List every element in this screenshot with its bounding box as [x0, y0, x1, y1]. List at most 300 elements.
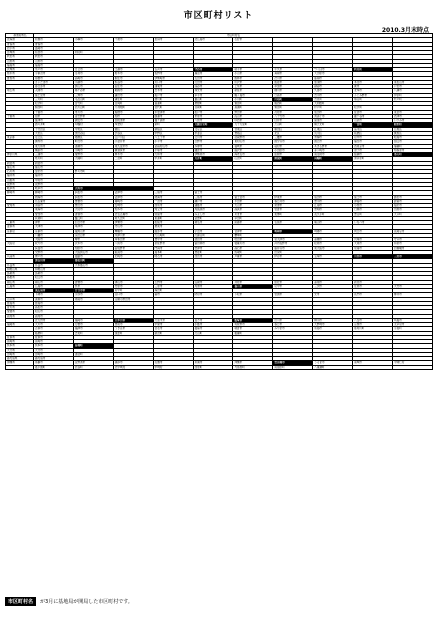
municipality-cell: 碧南市	[393, 199, 433, 203]
municipality-cell: 日野市	[193, 140, 233, 144]
municipality-cell: 富士市	[193, 191, 233, 195]
municipality-cell: 大利根町	[113, 106, 153, 110]
municipality-cell: 筑後市	[393, 318, 433, 322]
municipality-cell: 瑞穂町	[393, 144, 433, 148]
municipality-cell: 静岡市	[34, 191, 74, 195]
municipality-cell: 徳島市	[34, 301, 74, 305]
municipality-cell: 広島市	[34, 284, 74, 288]
municipality-cell: 東浦町	[153, 216, 193, 220]
municipality-cell: 弥富市	[153, 212, 193, 216]
municipality-cell: 鳩ケ谷市	[73, 89, 113, 93]
municipality-cell: 目黒区	[393, 127, 433, 131]
municipality-cell: 川口市	[153, 80, 193, 84]
municipality-cell: 芦屋市	[233, 255, 273, 259]
prefecture-cell: 愛媛県	[6, 310, 34, 314]
municipality-cell: あま市	[233, 212, 273, 216]
municipality-cell: うきは市	[113, 327, 153, 331]
municipality-cell: 清武町	[73, 352, 113, 356]
municipality-cell: 光市	[313, 293, 353, 297]
municipality-cell: 豊明市	[313, 208, 353, 212]
municipality-cell: 伊奈町	[393, 93, 433, 97]
municipality-cell: 松戸市	[193, 110, 233, 114]
municipality-cell: 宮代町	[73, 102, 113, 106]
municipality-cell: 三田市	[393, 255, 433, 259]
municipality-cell: 島本町	[153, 250, 193, 254]
municipality-cell: 上尾市	[233, 85, 273, 89]
municipality-cell: 久留米市	[153, 318, 193, 322]
municipality-cell: 桑名市	[193, 221, 233, 225]
prefecture-cell: 宮崎県	[6, 352, 34, 356]
municipality-cell: 名古屋市	[34, 199, 74, 203]
municipality-cell: 西宮市	[193, 255, 233, 259]
municipality-cell: 木津川市	[113, 233, 153, 237]
municipality-cell: 足利市	[73, 72, 113, 76]
municipality-cell: 守口市	[393, 238, 433, 242]
municipality-cell: 宝塚市	[313, 255, 353, 259]
municipality-cell: 湯河原町	[353, 157, 393, 161]
municipality-cell: 石狩市	[233, 38, 273, 42]
municipality-cell: 豊山町	[353, 212, 393, 216]
municipality-cell: 志免町	[73, 331, 113, 335]
municipality-cell: 日高市	[273, 93, 313, 97]
municipality-cell: 白岡町	[193, 106, 233, 110]
municipality-cell: 総社市	[273, 280, 313, 284]
municipality-cell: 廿日市市	[73, 289, 113, 293]
municipality-cell: 入間市	[34, 89, 74, 93]
municipality-cell: 鹿沼市	[193, 72, 233, 76]
municipality-cell: 八尾市	[113, 242, 153, 246]
municipality-cell: 新宿区	[153, 127, 193, 131]
municipality-cell: 富津市	[34, 119, 74, 123]
prefecture-cell: 兵庫県	[6, 255, 34, 259]
prefecture-cell: 山梨県	[6, 178, 34, 182]
municipality-cell: 豊島区	[233, 131, 273, 135]
municipality-cell: 宮代町	[153, 106, 193, 110]
municipality-cell: 本埜村	[113, 123, 153, 127]
municipality-cell: 糸島市	[313, 327, 353, 331]
municipality-cell: 国分寺市	[273, 140, 313, 144]
municipality-cell: 吉見町	[313, 97, 353, 101]
municipality-cell: 府中市	[353, 136, 393, 140]
municipality-cell: 大津市	[34, 225, 74, 229]
municipality-cell: 前橋市	[34, 76, 74, 80]
prefecture-cell: 茨城県	[6, 68, 34, 72]
municipality-cell: 柳川市	[313, 318, 353, 322]
municipality-cell: 印旛村	[73, 123, 113, 127]
municipality-cell: 新座市	[233, 89, 273, 93]
municipality-cell: 松阪市	[153, 221, 193, 225]
municipality-cell: 浦添市	[113, 361, 153, 365]
municipality-cell: 鹿児島市	[34, 357, 74, 361]
municipality-cell: ふじみ野市	[353, 93, 393, 97]
municipality-cell: 長野市	[34, 182, 74, 186]
municipality-cell: 三郷市	[73, 93, 113, 97]
municipality-cell: 沼津市	[113, 191, 153, 195]
municipality-cell: 鳩山町	[353, 97, 393, 101]
prefecture-cell: 大分県	[6, 348, 34, 352]
municipality-cell: 熱海市	[34, 195, 74, 199]
municipality-cell: 千歳市	[113, 38, 153, 42]
municipality-cell: 長崎市	[34, 340, 74, 344]
municipality-cell: 福山市	[233, 284, 273, 288]
municipality-cell: 三次市	[313, 284, 353, 288]
municipality-cell: 北本市	[353, 89, 393, 93]
prefecture-cell: 青森県	[6, 42, 34, 46]
prefecture-cell: 奈良県	[6, 263, 34, 267]
municipality-cell: 宗像市	[353, 323, 393, 327]
municipality-cell: 小川町	[233, 97, 273, 101]
municipality-cell: 犬山市	[233, 204, 273, 208]
municipality-cell: 箕面市	[34, 246, 74, 250]
municipality-cell: 朝倉市	[233, 327, 273, 331]
municipality-cell: 千葉市	[34, 110, 74, 114]
municipality-cell: 秋田市	[34, 55, 74, 59]
municipality-cell: 寝屋川市	[233, 242, 273, 246]
municipality-cell: 桐生市	[113, 76, 153, 80]
municipality-cell: 栄町	[153, 123, 193, 127]
municipality-cell: 青森市	[34, 42, 74, 46]
municipality-cell: 川越市	[73, 80, 113, 84]
municipality-cell: 小平市	[153, 140, 193, 144]
municipality-cell: 田原市	[393, 208, 433, 212]
municipality-cell: 旭市	[34, 114, 74, 118]
municipality-cell: 中城村	[153, 365, 193, 369]
municipality-cell: 精華町	[233, 233, 273, 237]
municipality-cell: 江東区	[313, 127, 353, 131]
municipality-cell: 宜野湾市	[73, 361, 113, 365]
municipality-cell: 名護市	[153, 361, 193, 365]
municipality-cell: 盛岡市	[34, 46, 74, 50]
municipality-cell: 富里市	[313, 119, 353, 123]
municipality-cell: 恵庭市	[153, 38, 193, 42]
municipality-cell: 伊勢崎市	[153, 76, 193, 80]
prefecture-cell: 秋田県	[6, 55, 34, 59]
municipality-cell: 町田市	[73, 140, 113, 144]
municipality-cell: 福岡市	[73, 318, 113, 322]
municipality-cell: 大東市	[353, 242, 393, 246]
municipality-cell: 東大和市	[34, 144, 74, 148]
municipality-cell: 松伏町	[353, 106, 393, 110]
municipality-cell: 八幡市	[34, 233, 74, 237]
municipality-cell: 大和郡山市	[73, 263, 113, 267]
municipality-cell: 三芳町	[34, 97, 74, 101]
municipality-cell: 春日井市	[273, 199, 313, 203]
municipality-cell: 尾道市	[193, 284, 233, 288]
municipality-cell: 東大阪市	[313, 246, 353, 250]
prefecture-cell: 福島県	[6, 63, 34, 67]
municipality-cell: 袖ケ浦市	[153, 119, 193, 123]
prefecture-cell: 長野県	[6, 182, 34, 186]
municipality-cell: 佐賀市	[34, 335, 74, 339]
municipality-cell: 宮津市	[233, 229, 273, 233]
municipality-cell: 井原市	[233, 280, 273, 284]
municipality-cell: 栗東市	[153, 225, 193, 229]
municipality-cell: 加須市	[313, 80, 353, 84]
prefecture-cell: 神奈川県	[6, 153, 34, 157]
prefecture-cell: 鹿児島県	[6, 357, 34, 361]
municipality-cell: 須恵町	[113, 331, 153, 335]
municipality-cell: 八王子市	[153, 136, 193, 140]
prefecture-cell: 広島県	[6, 284, 34, 288]
municipality-cell: 摂津市	[193, 246, 233, 250]
municipality-cell: 八潮市	[393, 89, 433, 93]
municipality-cell: 富士市	[353, 195, 393, 199]
municipality-cell: 羽村市	[273, 144, 313, 148]
municipality-cell: 飯能市	[273, 80, 313, 84]
municipality-cell: 知立市	[153, 208, 193, 212]
municipality-cell: 松江市	[34, 276, 74, 280]
municipality-cell: 伊丹市	[273, 255, 313, 259]
municipality-cell: 与那原町	[233, 365, 273, 369]
municipality-cell: 八重瀬町	[313, 365, 353, 369]
municipality-cell: 粕屋町	[233, 331, 273, 335]
municipality-cell: 熊取町	[233, 250, 273, 254]
municipality-cell: 阪南市	[113, 250, 153, 254]
municipality-cell: 田川市	[273, 318, 313, 322]
municipality-cell: 大田原市	[313, 72, 353, 76]
municipality-cell: 羽生市	[113, 85, 153, 89]
municipality-cell: 長門市	[353, 293, 393, 297]
municipality-cell: 北名古屋市	[113, 212, 153, 216]
municipality-cell: 那覇市	[34, 361, 74, 365]
municipality-cell: 刈谷市	[34, 204, 74, 208]
municipality-cell: 小金井市	[113, 140, 153, 144]
municipality-cell: 狭山市	[73, 85, 113, 89]
municipality-cell: 阿久比町	[113, 216, 153, 220]
municipality-cell: 京都市	[34, 229, 74, 233]
municipality-cell: 守山市	[113, 225, 153, 229]
legend-sample-box: 市区町村名	[5, 597, 36, 606]
municipality-cell: 座間市	[273, 153, 313, 157]
municipality-cell: 島田市	[313, 195, 353, 199]
municipality-cell: 津山市	[113, 280, 153, 284]
municipality-cell: 東金市	[393, 110, 433, 114]
municipality-cell: 取手市	[233, 68, 273, 72]
municipality-cell: 蓮田市	[113, 93, 153, 97]
municipality-cell: 福知山市	[73, 229, 113, 233]
municipality-cell: 西尾市	[153, 204, 193, 208]
prefecture-cell: 東京都	[6, 136, 34, 140]
municipality-cell: 山形市	[34, 59, 74, 63]
municipality-cell: 九十九里町	[233, 123, 273, 127]
table-row	[6, 365, 433, 369]
municipality-cell: 神戸市	[34, 255, 74, 259]
municipality-cell: 川島町	[273, 97, 313, 101]
prefecture-cell: 宮城県	[6, 51, 34, 55]
municipality-cell: 高槻市	[313, 238, 353, 242]
municipality-cell: 蒲郡市	[193, 204, 233, 208]
municipality-cell: 篠栗町	[34, 331, 74, 335]
municipality-cell: 八女市	[353, 318, 393, 322]
municipality-cell: 一宮町	[353, 123, 393, 127]
municipality-cell: 四街道市	[113, 119, 153, 123]
municipality-cell: 北九州市	[34, 318, 74, 322]
municipality-cell: 岡山市	[34, 280, 74, 284]
municipality-cell: 姫路市	[73, 255, 113, 259]
municipality-cell: 栃木市	[113, 72, 153, 76]
municipality-cell: 行橋市	[73, 323, 113, 327]
municipality-cell: 大田区	[34, 131, 74, 135]
municipality-cell: 菖蒲町	[153, 102, 193, 106]
municipality-cell: 越谷市	[313, 85, 353, 89]
municipality-cell: 勝浦市	[153, 114, 193, 118]
municipality-cell: 坂戸市	[153, 93, 193, 97]
municipality-cell: 君津市	[393, 114, 433, 118]
municipality-cell: 館林市	[233, 76, 273, 80]
municipality-cell: 富田林市	[193, 242, 233, 246]
municipality-cell: 北谷町	[73, 365, 113, 369]
municipality-cell: 伊勢市	[113, 221, 153, 225]
municipality-cell: 南風原町	[273, 365, 313, 369]
municipality-cell: 睦沢町	[393, 123, 433, 127]
municipality-cell: 金沢市	[34, 170, 74, 174]
prefecture-cell: 栃木県	[6, 72, 34, 76]
municipality-cell: 亀山市	[313, 221, 353, 225]
municipality-cell: 大川市	[34, 323, 74, 327]
municipality-cell	[393, 365, 433, 369]
municipality-cell: 小樽市	[73, 38, 113, 42]
prefecture-cell: 富山県	[6, 165, 34, 169]
municipality-cell: 北川辺町	[73, 106, 113, 110]
municipality-cell: 岐阜市	[34, 187, 74, 191]
municipality-cell: つくば市	[313, 68, 353, 72]
municipality-cell: 小郡市	[193, 323, 233, 327]
municipality-cell: 越生町	[113, 97, 153, 101]
municipality-cell: 高松市	[34, 306, 74, 310]
prefecture-cell: 福岡県	[6, 323, 34, 327]
municipality-cell: 三島市	[153, 191, 193, 195]
municipality-cell: 山北町	[233, 157, 273, 161]
municipality-cell: 泉佐野市	[153, 242, 193, 246]
municipality-cell: 品川区	[353, 127, 393, 131]
municipality-cell: 鶴ヶ島市	[233, 93, 273, 97]
municipality-cell: 深谷市	[193, 85, 233, 89]
municipality-cell: 渋谷区	[113, 131, 153, 135]
municipality-cell: 芝山町	[273, 123, 313, 127]
municipality-cell: 名張市	[273, 221, 313, 225]
municipality-cell: 河内長野市	[273, 242, 313, 246]
municipality-cell: 高崎市	[73, 76, 113, 80]
municipality-cell: 草加市	[273, 85, 313, 89]
prefecture-cell: 岩手県	[6, 46, 34, 50]
municipality-cell: 菖蒲町	[233, 106, 273, 110]
municipality-cell: 知多市	[113, 208, 153, 212]
municipality-cell: 蟹江町	[73, 216, 113, 220]
municipality-cell: 茨木市	[73, 242, 113, 246]
municipality-cell: 福島市	[34, 63, 74, 67]
municipality-cell: 八街市	[193, 119, 233, 123]
municipality-cell: 鷲宮町	[273, 106, 313, 110]
municipality-cell: 柏市	[113, 114, 153, 118]
prefecture-cell: 山口県	[6, 297, 34, 301]
municipality-cell: 阿見町	[353, 68, 393, 72]
legend	[5, 597, 133, 606]
municipality-cell: 大井町	[193, 157, 233, 161]
municipality-cell: 加古川市	[34, 259, 74, 263]
municipality-cell: 尼崎市	[113, 255, 153, 259]
municipality-cell: 浦安市	[73, 119, 113, 123]
municipality-cell: 鴻巣市	[153, 85, 193, 89]
prefecture-cell: 熊本県	[6, 344, 34, 348]
municipality-cell: 寒川町	[34, 157, 74, 161]
municipality-cell: 鷲宮町	[233, 102, 273, 106]
municipality-cell: 八千代市	[273, 114, 313, 118]
municipality-cell: 栗橋町	[193, 102, 233, 106]
municipality-cell: 宮若市	[153, 327, 193, 331]
municipality-cell: 嵐山町	[193, 97, 233, 101]
municipality-cell: 足立区	[34, 136, 74, 140]
municipality-cell: 太田市	[193, 76, 233, 80]
municipality-cell: 大阪狭山市	[73, 250, 113, 254]
municipality-cell: 北中城村	[113, 365, 153, 369]
municipality-cell: 杉並区	[193, 131, 233, 135]
prefecture-cell: 福井県	[6, 174, 34, 178]
municipality-cell: 京田辺市	[73, 233, 113, 237]
municipality-cell: 渋川市	[273, 76, 313, 80]
municipality-cell: 豊田市	[73, 204, 113, 208]
prefecture-cell: 佐賀県	[6, 335, 34, 339]
municipality-cell: 騎西町	[34, 106, 74, 110]
municipality-cell: 吉川市	[313, 93, 353, 97]
municipality-cell: 久喜市	[313, 89, 353, 93]
prefecture-cell: 滋賀県	[6, 225, 34, 229]
municipality-cell: 東広島市	[34, 289, 74, 293]
municipality-cell: 高石市	[233, 246, 273, 250]
municipality-cell: うるま市	[313, 361, 353, 365]
municipality-cell: 綾部市	[153, 229, 193, 233]
municipality-cell: 茅ヶ崎市	[313, 148, 353, 152]
municipality-cell: 白岡町	[113, 102, 153, 106]
prefecture-cell: 長崎県	[6, 340, 34, 344]
municipality-cell: 和光市	[193, 89, 233, 93]
municipality-cell: 吹田市	[233, 238, 273, 242]
municipality-cell: 大牟田市	[113, 318, 153, 322]
header-prefecture: 都道府県名	[6, 34, 34, 38]
municipality-cell: 周南市	[73, 297, 113, 301]
municipality-cell: 東海市	[34, 208, 74, 212]
prefecture-cell: 群馬県	[6, 76, 34, 80]
municipality-cell: 美祢市	[34, 297, 74, 301]
prefecture-cell: 徳島県	[6, 301, 34, 305]
municipality-cell: 東久留米市	[113, 144, 153, 148]
municipality-cell: 三島市	[193, 195, 233, 199]
municipality-cell: 昭島市	[393, 136, 433, 140]
municipality-cell: 川崎市	[73, 148, 113, 152]
municipality-cell: 江戸川区	[113, 136, 153, 140]
municipality-cell: 武蔵村山市	[153, 144, 193, 148]
municipality-cell: 利府町	[73, 51, 113, 55]
municipality-cell: 西東京市	[353, 144, 393, 148]
municipality-cell: 松山市	[34, 310, 74, 314]
prefecture-cell: 香川県	[6, 306, 34, 310]
municipality-cell: 交野市	[34, 250, 74, 254]
prefecture-cell: 京都府	[6, 229, 34, 233]
municipality-cell: 稲城市	[233, 144, 273, 148]
municipality-cell: 横芝光町	[313, 123, 353, 127]
municipality-cell: 札幌市	[34, 38, 74, 42]
municipality-cell: 幸田町	[233, 216, 273, 220]
municipality-cell: 山陽小野田市	[113, 297, 153, 301]
municipality-cell: 柳井市	[393, 293, 433, 297]
municipality-cell: 朝霞市	[113, 89, 153, 93]
municipality-cell: 半田市	[233, 199, 273, 203]
municipality-cell: 磐田市	[393, 195, 433, 199]
municipality-cell: 逗子市	[353, 148, 393, 152]
municipality-cell: 茂原市	[273, 110, 313, 114]
municipality-cell: 庄原市	[353, 284, 393, 288]
municipality-cell: 豊中市	[153, 238, 193, 242]
municipality-cell: 今帰仁村	[393, 361, 433, 365]
